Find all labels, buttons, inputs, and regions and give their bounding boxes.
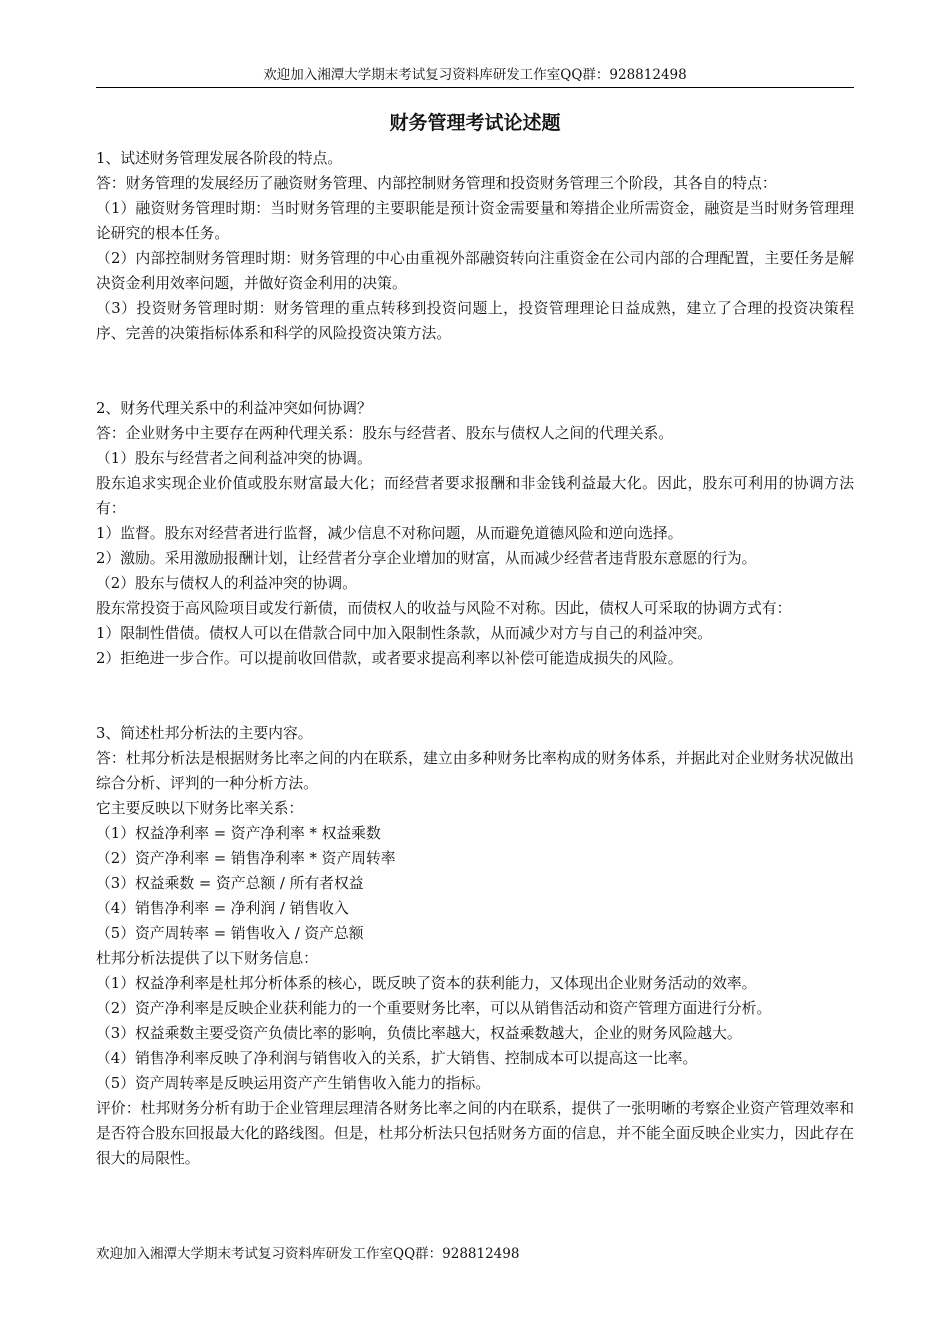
answer-paragraph: 答：财务管理的发展经历了融资财务管理、内部控制财务管理和投资财务管理三个阶段，其各自的特点： <box>96 175 777 192</box>
formula-line: （4）销售净利率 = 净利润 / 销售收入 <box>96 900 349 917</box>
answer-paragraph: （2）资产净利率是反映企业获利能力的一个重要财务比率，可以从销售活动和资产管理方面进行分析。 <box>96 1000 772 1017</box>
formula-line: （3）权益乘数 = 资产总额 / 所有者权益 <box>96 875 364 892</box>
answer-paragraph: 它主要反映以下财务比率关系： <box>96 800 304 817</box>
answer-paragraph: 杜邦分析法提供了以下财务信息： <box>96 950 318 967</box>
answer-paragraph: 2）拒绝进一步合作。可以提前收回借款，或者要求提高利率以补偿可能造成损失的风险。 <box>96 650 683 667</box>
document-body <box>96 146 854 1171</box>
answer-paragraph: 评价：杜邦财务分析有助于企业管理层理清各财务比率之间的内在联系，提供了一张明晰的考察企业资产管理效率和是否符合股东回报最大化的路线图。但是，杜邦分析法只包括财务方面的信息，并不能全面反映企业实力，因此存在很大的局限性。 <box>96 1100 854 1167</box>
answer-paragraph: （1）权益净利率是杜邦分析体系的核心，既反映了资本的获利能力，又体现出企业财务活动的效率。 <box>96 975 757 992</box>
page-header: 欢迎加入湘潭大学期末考试复习资料库研发工作室QQ群：928812498 <box>263 67 687 83</box>
header-divider <box>96 87 854 88</box>
answer-paragraph: 2）激励。采用激励报酬计划，让经营者分享企业增加的财富，从而减少经营者违背股东意愿的行为。 <box>96 550 757 567</box>
question-1: 1、试述财务管理发展各阶段的特点。 <box>96 150 343 167</box>
answer-paragraph: 股东常投资于高风险项目或发行新债，而债权人的收益与风险不对称。因此，债权人可采取的协调方式有： <box>96 600 792 617</box>
answer-paragraph: （1）融资财务管理时期：当时财务管理的主要职能是预计资金需要量和筹措企业所需资金，融资是当时财务管理理论研究的根本任务。 <box>96 200 854 242</box>
formula-line: （2）资产净利率 = 销售净利率 * 资产周转率 <box>96 850 396 867</box>
page-title: 财务管理考试论述题 <box>389 112 561 134</box>
answer-paragraph: （1）股东与经营者之间利益冲突的协调。 <box>96 450 372 467</box>
answer-paragraph: （3）权益乘数主要受资产负债比率的影响，负债比率越大，权益乘数越大，企业的财务风险越大。 <box>96 1025 742 1042</box>
answer-paragraph: （3）投资财务管理时期：财务管理的重点转移到投资问题上，投资管理理论日益成熟，建立了合理的投资决策程序、完善的决策指标体系和科学的风险投资决策方法。 <box>96 300 854 342</box>
question-2: 2、财务代理关系中的利益冲突如何协调？ <box>96 400 372 417</box>
section-2 <box>96 396 854 671</box>
section-spacer <box>96 671 854 721</box>
answer-paragraph: （4）销售净利率反映了净利润与销售收入的关系，扩大销售、控制成本可以提高这一比率。 <box>96 1050 698 1067</box>
answer-paragraph: （2）股东与债权人的利益冲突的协调。 <box>96 575 357 592</box>
answer-paragraph: 股东追求实现企业价值或股东财富最大化；而经营者要求报酬和非金钱利益最大化。因此，股东可利用的协调方法有： <box>96 475 854 517</box>
answer-paragraph: 答：杜邦分析法是根据财务比率之间的内在联系，建立由多种财务比率构成的财务体系，并据此对企业财务状况做出综合分析、评判的一种分析方法。 <box>96 750 854 792</box>
section-1 <box>96 146 854 346</box>
question-3: 3、简述杜邦分析法的主要内容。 <box>96 725 313 742</box>
answer-paragraph: 1）监督。股东对经营者进行监督，减少信息不对称问题，从而避免道德风险和逆向选择。 <box>96 525 683 542</box>
formula-line: （1）权益净利率 = 资产净利率 * 权益乘数 <box>96 825 381 842</box>
section-3 <box>96 721 854 1171</box>
section-spacer <box>96 346 854 396</box>
formula-line: （5）资产周转率 = 销售收入 / 资产总额 <box>96 925 364 942</box>
answer-paragraph: （2）内部控制财务管理时期：财务管理的中心由重视外部融资转向注重资金在公司内部的合理配置，主要任务是解决资金利用效率问题，并做好资金利用的决策。 <box>96 250 854 292</box>
page-footer: 欢迎加入湘潭大学期末考试复习资料库研发工作室QQ群：928812498 <box>96 1246 520 1262</box>
answer-paragraph: 答：企业财务中主要存在两种代理关系：股东与经营者、股东与债权人之间的代理关系。 <box>96 425 674 442</box>
answer-paragraph: （5）资产周转率是反映运用资产产生销售收入能力的指标。 <box>96 1075 491 1092</box>
answer-paragraph: 1）限制性借债。债权人可以在借款合同中加入限制性条款，从而减少对方与自己的利益冲突。 <box>96 625 713 642</box>
